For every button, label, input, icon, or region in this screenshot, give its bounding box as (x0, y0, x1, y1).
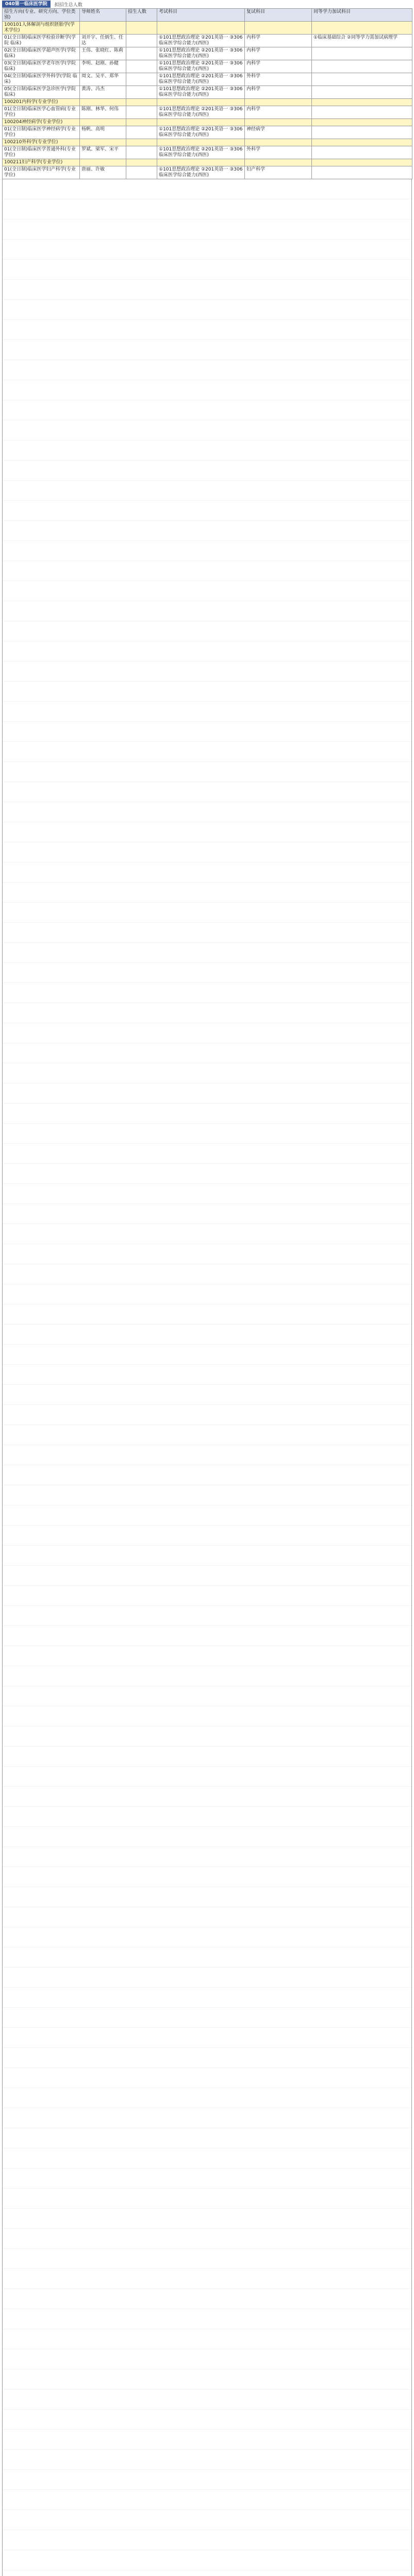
table-cell (80, 99, 126, 106)
table-cell (312, 60, 412, 73)
admissions-table (2, 8, 412, 179)
table-cell (245, 159, 312, 166)
section-row (3, 159, 412, 166)
column-header: 招生方向(专业、研究方向、学位类别) (3, 9, 80, 22)
table-cell (126, 159, 157, 166)
table-cell (80, 159, 126, 166)
column-header: 导师姓名 (80, 9, 126, 22)
table-cell: 02(全日制)临床医学超声医学(学院 临床) (3, 47, 80, 60)
table-cell: 100201内科学(专业学位) (3, 99, 80, 106)
table-cell: ①101思想政治理论 ②201英语一 ③306临床医学综合能力(西医) (157, 60, 245, 73)
table-cell: 100101人体解剖与组织胚胎学(学术学位) (3, 22, 80, 35)
table-cell: 李明、赵刚、孙健 (80, 60, 126, 73)
table-cell (312, 119, 412, 126)
table-cell (80, 22, 126, 35)
table-row (3, 106, 412, 119)
table-body (3, 22, 412, 179)
table-cell: 01(全日制)临床医学检验诊断学(学院 临床) (3, 35, 80, 47)
table-cell: ①101思想政治理论 ②201英语一 ③306临床医学综合能力(西医) (157, 47, 245, 60)
table-cell: 内科学 (245, 86, 312, 99)
table-cell (312, 126, 412, 139)
table-cell: 内科学 (245, 106, 312, 119)
table-cell: 100211妇产科学(专业学位) (3, 159, 80, 166)
table-cell (126, 35, 157, 47)
table-cell: ①101思想政治理论 ②201英语一 ③306临床医学综合能力(西医) (157, 166, 245, 179)
table-cell (126, 139, 157, 146)
table-continuation (2, 179, 412, 2576)
table-cell: 05(全日制)临床医学急诊医学(学院 临床) (3, 86, 80, 99)
table-cell (126, 126, 157, 139)
table-cell (126, 119, 157, 126)
table-cell (312, 47, 412, 60)
table-cell (126, 22, 157, 35)
table-cell: 罗斌、梁军、宋平 (80, 146, 126, 159)
table-cell (245, 139, 312, 146)
section-row (3, 22, 412, 35)
table-row (3, 146, 412, 159)
table-row (3, 166, 412, 179)
table-cell (126, 86, 157, 99)
table-cell: 内科学 (245, 60, 312, 73)
table-cell (312, 139, 412, 146)
section-row (3, 99, 412, 106)
table-cell: 01(全日制)临床医学心血管病(专业学位) (3, 106, 80, 119)
table-row (3, 73, 412, 86)
table-row (3, 47, 412, 60)
table-cell: 外科学 (245, 73, 312, 86)
table-cell (245, 99, 312, 106)
table-cell: 内科学 (245, 47, 312, 60)
table-cell: 唐丽、许敏 (80, 166, 126, 179)
table-cell: ①101思想政治理论 ②201英语一 ③306临床医学综合能力(西医) (157, 106, 245, 119)
table-cell (157, 99, 245, 106)
column-header: 招生人数 (126, 9, 157, 22)
column-header: 同等学力加试科目 (312, 9, 412, 22)
table-cell: 01(全日制)临床医学妇产科学(专业学位) (3, 166, 80, 179)
table-cell: 妇产科学 (245, 166, 312, 179)
table-cell: ①101思想政治理论 ②201英语一 ③306临床医学综合能力(西医) (157, 126, 245, 139)
table-cell: ①临床基础综合 ②同等学力需加试病理学 (312, 35, 412, 47)
table-cell (157, 22, 245, 35)
table-cell (80, 139, 126, 146)
section-row (3, 139, 412, 146)
table-cell (312, 106, 412, 119)
column-header: 考试科目 (157, 9, 245, 22)
table-cell: 01(全日制)临床医学神经病学(专业学位) (3, 126, 80, 139)
table-cell (80, 119, 126, 126)
table-cell (312, 86, 412, 99)
table-cell: 神经病学 (245, 126, 312, 139)
table-cell (157, 119, 245, 126)
table-cell (126, 166, 157, 179)
table-cell: 100210外科学(专业学位) (3, 139, 80, 146)
page-subtitle: 拟招生总人数 (54, 2, 82, 8)
table-cell (312, 146, 412, 159)
column-header: 复试科目 (245, 9, 312, 22)
table-cell: 杨帆、高明 (80, 126, 126, 139)
table-cell: 周文、吴平、郑华 (80, 73, 126, 86)
table-row (3, 60, 412, 73)
table-cell: 刘开宇、任炳生、任达 (80, 35, 126, 47)
table-cell: 100204神经病学(专业学位) (3, 119, 80, 126)
table-cell: ①101思想政治理论 ②201英语一 ③306临床医学综合能力(西医) (157, 146, 245, 159)
table-cell (312, 22, 412, 35)
table-cell (245, 119, 312, 126)
table-cell (126, 99, 157, 106)
table-cell (312, 99, 412, 106)
table-cell (312, 166, 412, 179)
table-cell: 王伟、张晓红、陈莉 (80, 47, 126, 60)
table-cell (126, 146, 157, 159)
table-row (3, 35, 412, 47)
table-header-row (3, 9, 412, 22)
table-cell (126, 106, 157, 119)
table-cell: 黄涛、冯杰 (80, 86, 126, 99)
table-cell: 陈刚、林华、何伟 (80, 106, 126, 119)
table-cell: 01(全日制)临床医学普通外科(专业学位) (3, 146, 80, 159)
table-cell (245, 22, 312, 35)
table-cell: 04(全日制)临床医学外科学(学院 临床) (3, 73, 80, 86)
page-title: 040第一临床医学院 (2, 1, 51, 8)
table-cell (312, 73, 412, 86)
title-bar (0, 0, 414, 8)
table-cell (126, 60, 157, 73)
table-cell (157, 159, 245, 166)
table-row (3, 126, 412, 139)
table-cell (157, 139, 245, 146)
table-cell: 外科学 (245, 146, 312, 159)
table-cell: ①101思想政治理论 ②201英语一 ③306临床医学综合能力(西医) (157, 86, 245, 99)
table-row (3, 86, 412, 99)
table-cell: ①101思想政治理论 ②201英语一 ③306临床医学综合能力(西医) (157, 73, 245, 86)
table-cell: ①101思想政治理论 ②201英语一 ③306临床医学综合能力(西医) (157, 35, 245, 47)
table-cell: 内科学 (245, 35, 312, 47)
section-row (3, 119, 412, 126)
table-cell (126, 47, 157, 60)
table-cell (126, 73, 157, 86)
table-cell: 03(全日制)临床医学老年医学(学院 临床) (3, 60, 80, 73)
table-cell (312, 159, 412, 166)
